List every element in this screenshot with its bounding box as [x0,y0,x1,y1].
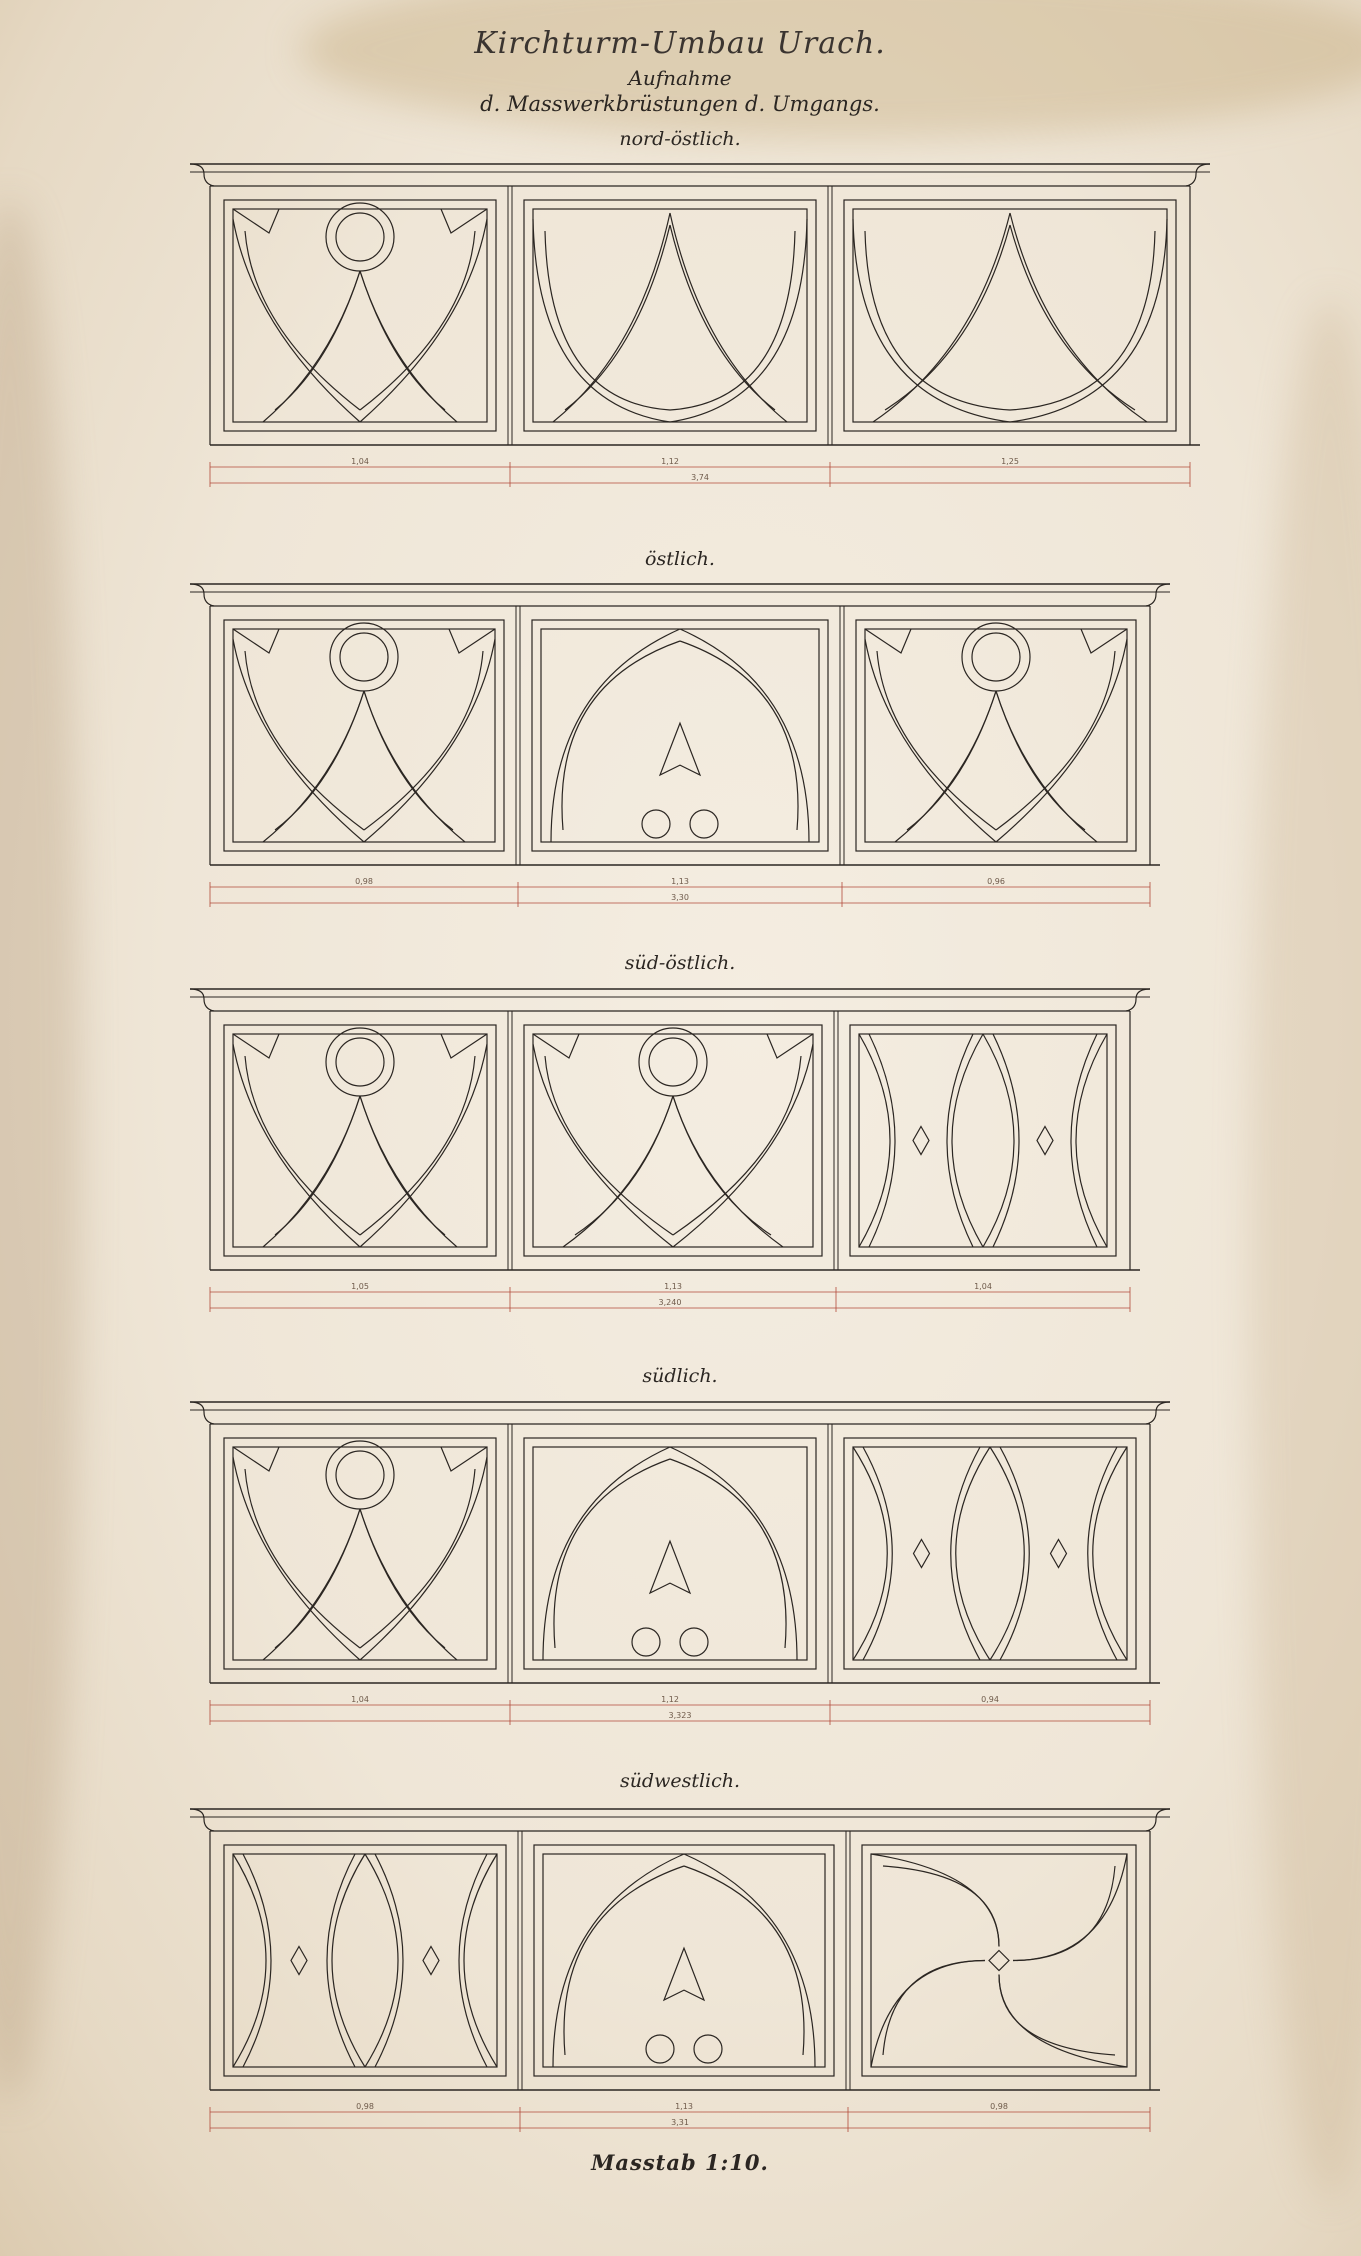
rail-end-profile-left [190,584,214,606]
dimension-label: 0,98 [990,2102,1008,2111]
dimension-label: 1,04 [974,1282,992,1291]
dimension-label: 0,98 [356,2102,374,2111]
tracery-motif [524,1025,822,1256]
dimension-label: 1,13 [671,877,689,886]
tracery-motif [524,200,816,431]
document-subtitle-1: Aufnahme [628,66,732,90]
tracery-motif [856,620,1136,851]
dimension-label: 1,12 [661,457,679,466]
tracery-motif [844,200,1176,431]
tracery-motif [524,1438,816,1669]
balustrade-drawing-suedlich [0,1388,1361,1728]
dimension-label: 1,12 [661,1695,679,1704]
tracery-motif [850,1025,1116,1256]
dimension-label: 1,25 [1001,457,1019,466]
balustrade-drawing-oestlich [0,570,1361,910]
dimension-label: 1,13 [664,1282,682,1291]
dimension-label: 1,05 [351,1282,369,1291]
dimension-label: 1,13 [675,2102,693,2111]
rail-end-profile-right [1146,1402,1170,1424]
rail-end-profile-right [1146,584,1170,606]
rail-end-profile-right [1126,989,1150,1011]
tracery-motif [844,1438,1136,1669]
dimension-total-label: 3,30 [671,893,689,902]
dimension-label: 1,04 [351,1695,369,1704]
rail-end-profile-left [190,989,214,1011]
rail-end-profile-left [190,1402,214,1424]
section-label-sued-oestlich: süd-östlich. [624,952,736,974]
rail-end-profile-right [1186,164,1210,186]
section-label-suedwestlich: südwestlich. [619,1770,741,1792]
document-subtitle-2: d. Masswerkbrüstungen d. Umgangs. [480,92,880,116]
tracery-motif [224,1438,496,1669]
dimension-total-label: 3,240 [658,1298,682,1307]
rail-end-profile-left [190,164,214,186]
rail-end-profile-left [190,1809,214,1831]
balustrade-drawing-sued-oestlich [0,975,1361,1315]
tracery-motif [862,1845,1136,2076]
dimension-label: 0,98 [355,877,373,886]
section-label-nord-oestlich: nord-östlich. [619,128,741,150]
tracery-motif [534,1845,834,2076]
dimension-label: 1,04 [351,457,369,466]
dimension-label: 0,96 [987,877,1005,886]
balustrade-drawing-suedwestlich [0,1795,1361,2135]
tracery-motif [224,1845,506,2076]
tracery-motif [224,620,504,851]
rail-end-profile-right [1146,1809,1170,1831]
document-title: Kirchturm-Umbau Urach. [474,26,886,61]
section-label-oestlich: östlich. [645,548,715,570]
dimension-label: 0,94 [981,1695,999,1704]
section-label-suedlich: südlich. [642,1365,718,1387]
tracery-motif [532,620,828,851]
tracery-motif [224,200,496,431]
dimension-total-label: 3,323 [668,1711,692,1720]
tracery-motif [224,1025,496,1256]
dimension-total-label: 3,74 [691,473,709,482]
dimension-total-label: 3,31 [671,2118,689,2127]
balustrade-drawing-nord-oestlich [0,150,1361,490]
scale-note: Masstab 1:10. [591,2150,769,2175]
